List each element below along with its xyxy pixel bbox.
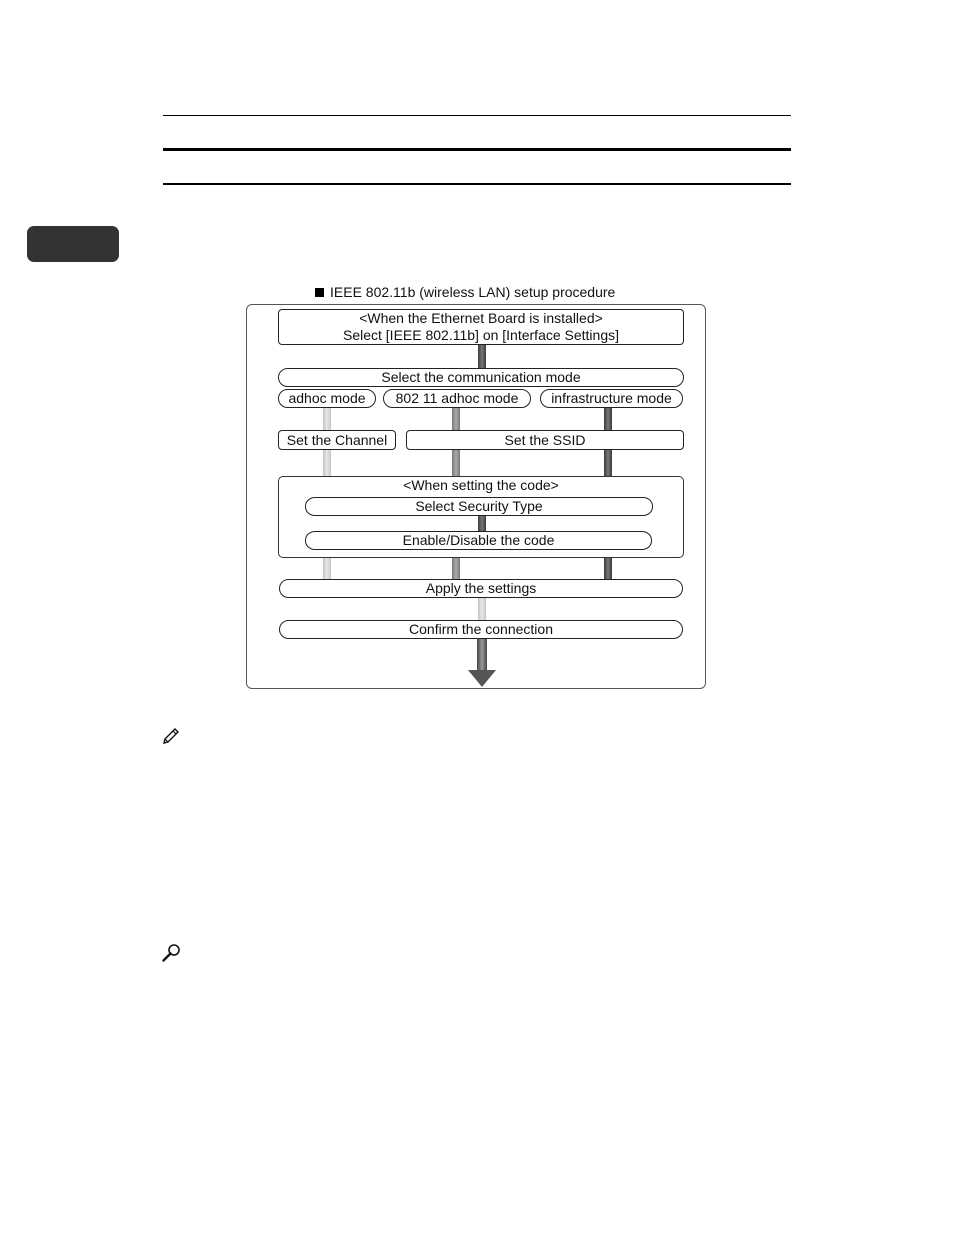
mode-infrastructure: infrastructure mode <box>540 389 683 408</box>
flow-arrow-shaft <box>477 639 487 671</box>
step-install-line2: Select [IEEE 802.11b] on [Interface Settings] <box>342 327 620 343</box>
step-set-ssid: Set the SSID <box>406 430 684 450</box>
magnifier-icon <box>161 942 183 964</box>
step-select-mode: Select the communication mode <box>278 368 684 387</box>
step-install-board <box>278 309 684 345</box>
mode-80211-adhoc: 802 11 adhoc mode <box>383 389 531 408</box>
header-rule-thin <box>163 115 791 116</box>
diagram-title <box>315 284 615 300</box>
diagram-title-text: IEEE 802.11b (wireless LAN) setup procedure <box>330 284 616 300</box>
step-set-channel: Set the Channel <box>278 430 396 450</box>
connector-channel-code <box>323 450 331 476</box>
connector-code-apply-b <box>452 557 460 579</box>
connector-adhoc-channel <box>323 408 331 430</box>
connector-80211-ssid <box>452 408 460 430</box>
connector-apply-confirm <box>478 598 486 620</box>
square-bullet-icon <box>315 288 324 297</box>
connector-ssid-code-a <box>452 450 460 476</box>
step-security-type: Select Security Type <box>305 497 653 516</box>
connector-code-apply-c <box>604 557 612 579</box>
down-arrow-icon <box>468 670 496 687</box>
connector-code-apply-a <box>323 557 331 579</box>
chapter-tab <box>27 226 119 262</box>
step-confirm-connection: Confirm the connection <box>279 620 683 639</box>
mode-adhoc: adhoc mode <box>278 389 376 408</box>
header-rule-thick-bottom <box>163 183 791 185</box>
step-apply-settings: Apply the settings <box>279 579 683 598</box>
code-group-label: <When setting the code> <box>403 477 559 493</box>
connector-install-mode <box>478 345 486 368</box>
pencil-icon <box>161 727 181 747</box>
connector-ssid-code-b <box>604 450 612 476</box>
connector-infra-ssid <box>604 408 612 430</box>
step-install-line1: <When the Ethernet Board is installed> <box>359 310 603 326</box>
header-rule-thick-top <box>163 148 791 151</box>
step-enable-code: Enable/Disable the code <box>305 531 652 550</box>
